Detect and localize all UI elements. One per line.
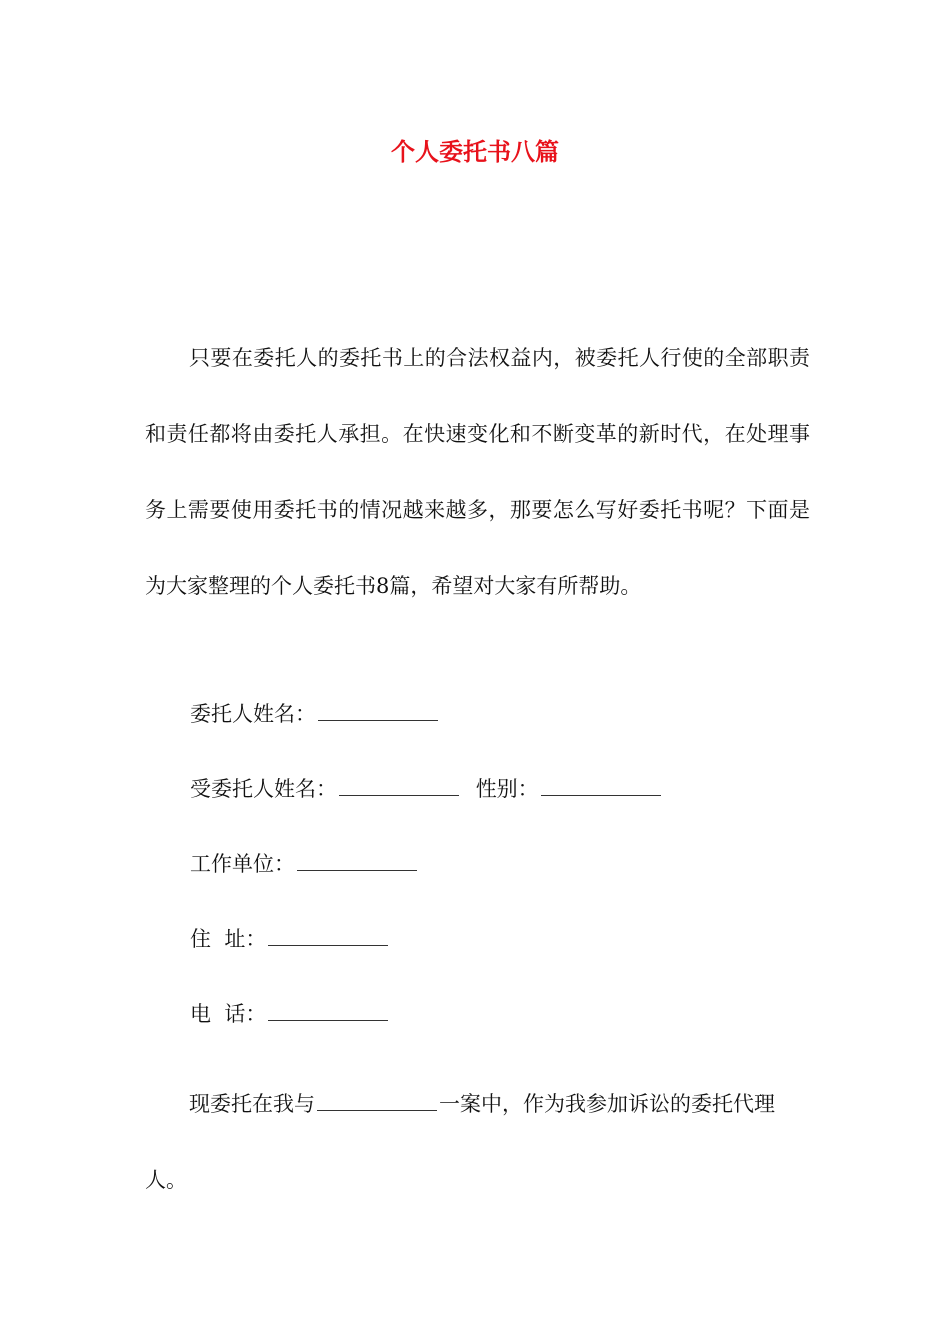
- form-line-agent: [190, 769, 663, 809]
- agent-name-blank[interactable]: [339, 777, 459, 796]
- work-unit-label: 工作单位：: [190, 852, 295, 876]
- work-unit-blank[interactable]: [297, 852, 417, 871]
- form-line-phone: [190, 994, 390, 1034]
- document-title: 个人委托书八篇: [391, 137, 559, 166]
- entrust-text-after: 一案中，作为我参加诉讼的委托代理人。: [145, 1092, 775, 1192]
- entrust-paragraph: [145, 1066, 810, 1218]
- gender-label: 性别：: [475, 777, 539, 801]
- address-label: 住 址：: [190, 927, 267, 951]
- entrust-text-before: 现委托在我与: [189, 1092, 315, 1116]
- phone-blank[interactable]: [268, 1002, 388, 1021]
- principal-name-blank[interactable]: [318, 702, 438, 721]
- form-line-principal: [190, 694, 440, 734]
- form-line-address: [190, 919, 390, 959]
- address-blank[interactable]: [268, 927, 388, 946]
- agent-name-label: 受委托人姓名：: [190, 777, 337, 801]
- form-line-work-unit: [190, 844, 419, 884]
- gender-blank[interactable]: [541, 777, 661, 796]
- principal-name-label: 委托人姓名：: [190, 702, 316, 726]
- case-blank[interactable]: [317, 1092, 437, 1111]
- phone-label: 电 话：: [190, 1002, 267, 1026]
- intro-paragraph: 只要在委托人的委托书上的合法权益内，被委托人行使的全部职责和责任都将由委托人承担。在快速变化和不断变革的新时代，在处理事务上需要使用委托书的情况越来越多，那要怎么写好委托书呢？下面是为大家整理的个人委托书8篇，希望对大家有所帮助。: [145, 346, 810, 598]
